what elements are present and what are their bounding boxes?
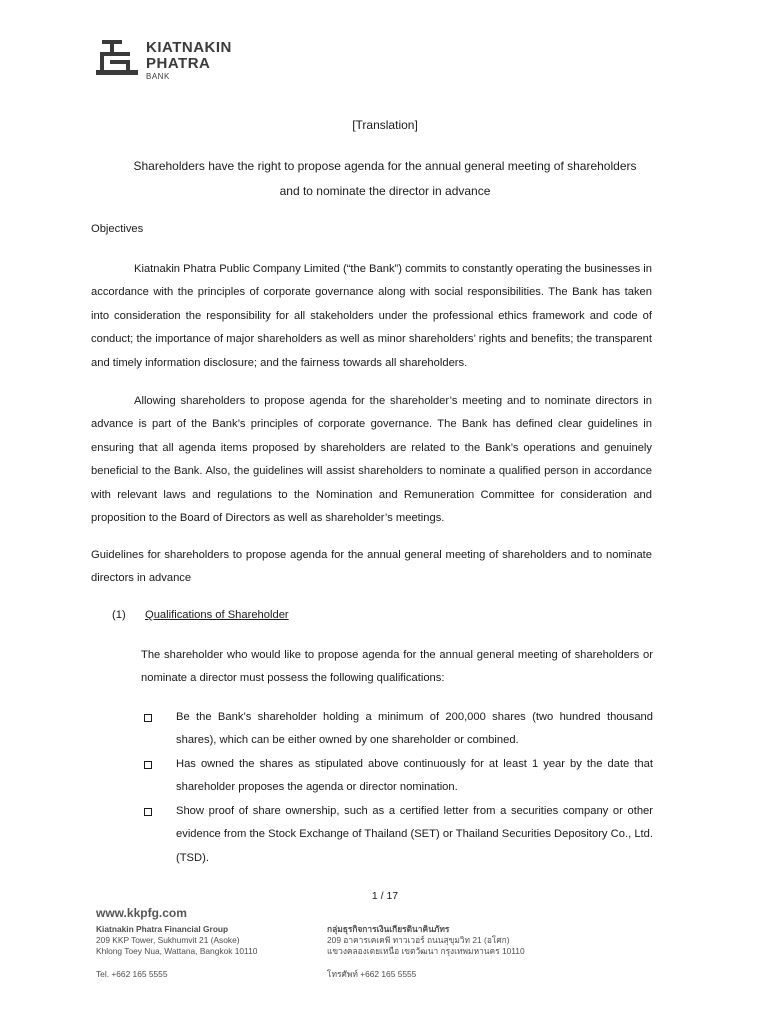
checkbox-bullet-icon	[144, 714, 152, 722]
section-title: Qualifications of Shareholder	[145, 609, 289, 621]
footer-address-en-1: 209 KKP Tower, Sukhumvit 21 (Asoke)	[96, 935, 240, 945]
checkbox-bullet-icon	[144, 761, 152, 769]
logo-line-3: BANK	[146, 72, 170, 81]
bank-logo-icon	[96, 40, 140, 80]
qualification-text: Be the Bank’s shareholder holding a minimum of 200,000 shares (two hundred thousand shares), which can be either owned by one shareholder or combined.	[176, 711, 653, 747]
footer-company-th: กลุ่มธุรกิจการเงินเกียรตินาคินภัทร	[327, 924, 450, 934]
qualification-item	[141, 706, 653, 753]
checkbox-bullet-icon	[144, 808, 152, 816]
qualification-text: Show proof of share ownership, such as a certified letter from a securities company or other evidence from the Stock Exchange of Thailand (SET) or Thailand Securities Depository Co., Ltd. (TSD).	[176, 805, 653, 864]
qualification-item	[141, 753, 653, 800]
footer-website-link[interactable]: www.kkpfg.com	[96, 906, 187, 920]
footer-tel-en: Tel. +662 165 5555	[96, 969, 168, 979]
footer-tel-th: โทรศัพท์ +662 165 5555	[327, 969, 417, 979]
objectives-heading: Objectives	[91, 223, 144, 235]
footer-company-en: Kiatnakin Phatra Financial Group	[96, 924, 229, 934]
document-title-line-2: and to nominate the director in advance	[279, 184, 491, 198]
footer-address-th-1: 209 อาคารเคเคพี ทาวเวอร์ ถนนสุขุมวิท 21 (อโศก)	[327, 935, 510, 945]
logo-line-2: PHATRA	[146, 55, 211, 72]
qualification-item	[141, 800, 653, 870]
translation-label: [Translation]	[352, 118, 418, 132]
document-title-line-1: Shareholders have the right to propose agenda for the annual general meeting of shareholders	[133, 159, 637, 173]
objectives-paragraph-1: Kiatnakin Phatra Public Company Limited (“the Bank”) commits to constantly operating the businesses in accordance with the principles of corporate governance along with social responsibilities. The Bank has taken into consideration the responsibility for all stakeholders under the professional ethics framework and code of conduct; the importance of major shareholders as well as minor shareholders’ rights and benefits; the transparent and timely information disclosure; and the fairness towards all shareholders.	[91, 263, 652, 369]
bank-logo-wordmark	[146, 40, 232, 82]
bank-logo	[96, 38, 256, 82]
footer-english-address	[96, 924, 316, 980]
qualification-text: Has owned the shares as stipulated above continuously for at least 1 year by the date that shareholder proposes the agenda or director nomination.	[176, 758, 653, 794]
footer-thai-address	[327, 924, 587, 980]
footer-address-th-2: แขวงคลองเตยเหนือ เขตวัฒนา กรุงเทพมหานคร 10110	[327, 946, 525, 956]
objectives-paragraph-2: Allowing shareholders to propose agenda for the shareholder’s meeting and to nominate directors in advance is part of the Bank’s principles of corporate governance. The Bank has defined clear guidelines in ensuring that all agenda items proposed by shareholders are related to the Bank’s operations and genuinely beneficial to the Bank. Also, the guidelines will assist shareholders to nominate a qualified person in accordance with relevant laws and regulations to the Nomination and Remuneration Committee for consideration and proposition to the Board of Directors as well as shareholder’s meetings.	[91, 395, 652, 525]
page-number: 1 / 17	[371, 890, 399, 902]
guidelines-heading: Guidelines for shareholders to propose agenda for the annual general meeting of shareholders and to nominate directors in advance	[91, 549, 652, 585]
section-number: (1)	[112, 609, 126, 621]
footer-address-en-2: Khlong Toey Nua, Wattana, Bangkok 10110	[96, 946, 258, 956]
logo-line-1: KIATNAKIN	[146, 39, 232, 56]
section-intro: The shareholder who would like to propose agenda for the annual general meeting of shareholders or nominate a director must possess the following qualifications:	[141, 649, 653, 685]
